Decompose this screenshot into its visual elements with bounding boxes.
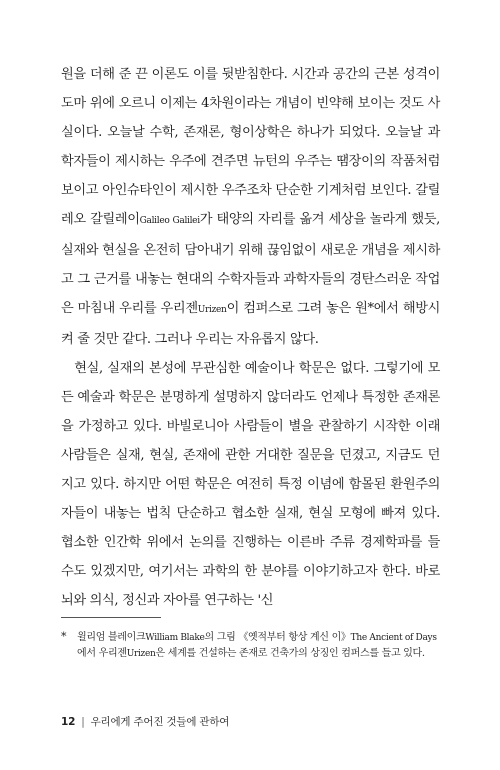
footnote-text-c: 에서 우리젠 bbox=[77, 648, 127, 659]
footnote-mark: * bbox=[61, 630, 67, 643]
paragraph-1-text-b: 가 태양의 자리를 옮겨 세상을 놀라게 했듯, 실재와 현실을 온전히 담아내기 위해 끊임없이 새로운 개념을 제시하고 그 근거를 내놓는 현대의 수학자들과 과학자들의 경탄스러운 작업은 마침내 우리를 우리젠 bbox=[61, 212, 440, 316]
footnote-text-d: 은 세계를 건설하는 존재로 건축가의 상징인 컴퍼스를 들고 있다. bbox=[155, 648, 425, 659]
footnote bbox=[61, 630, 440, 662]
footer-separator: | bbox=[81, 716, 85, 728]
footnote-latin-urizen: Urizen bbox=[126, 649, 156, 659]
paragraph-1-text-a: 원을 더해 준 끈 이론도 이를 뒷받침한다. 시간과 공간의 근본 성격이 도마 위에 오르니 이제는 4차원이라는 개념이 빈약해 보이는 것도 사실이다. 오늘날 수학, 존재론, 형이상학은 하나가 되었다. 오늘날 과학자들이 제시하는 우주에 견주면 뉴턴의 우주는 땜장이의 작품처럼 보이고 아인슈타인이 제시한 우주조차 단순한 기계처럼 보인다. 갈릴레오 갈릴레이 bbox=[61, 67, 440, 227]
running-title: 우리에게 주어진 것들에 관하여 bbox=[90, 716, 230, 728]
page-number: 12 bbox=[61, 716, 76, 728]
latin-name-galilei: Galileo Galilei bbox=[139, 216, 200, 226]
paragraph-2: 현실, 실재의 본성에 무관심한 예술이나 학문은 없다. 그렇기에 모든 예술과 학문은 분명하게 설명하지 않더라도 언제나 특정한 존재론을 가정하고 있다. 바빌로니아 사람들이 별을 관찰하기 시작한 이래 사람들은 실재, 현실, 존재에 관한 거대한 질문을 던졌고, 지금도 던지고 있다. 하지만 어떤 학문은 여전히 특정 이념에 함몰된 환원주의자들이 내놓는 법칙 단순하고 협소한 실재, 현실 모형에 빠져 있다. 협소한 인간학 위에서 논의를 진행하는 이른바 주류 경제학파를 들 수도 있겠지만, 여기서는 과학의 한 분야를 이야기하고자 한다. 바로 뇌와 의식, 정신과 자아를 연구하는 '신 bbox=[61, 361, 440, 608]
body-text bbox=[61, 60, 440, 615]
footnote-latin-title: The Ancient of Days bbox=[350, 633, 437, 643]
footnote-text-b: 의 그림 《옛적부터 항상 계신 이》 bbox=[204, 632, 351, 643]
footnote-text-a: 윌리엄 블레이크 bbox=[77, 632, 146, 643]
page-footer bbox=[61, 714, 229, 729]
footnote-text bbox=[61, 630, 440, 662]
footnote-divider bbox=[61, 617, 161, 618]
paragraph-1-text-c: 이 컴퍼스로 그려 놓은 원*에서 해방시켜 줄 것만 같다. 그러나 우리는 자유롭지 않다. bbox=[61, 301, 441, 347]
footnote-latin-blake: William Blake bbox=[145, 633, 205, 643]
latin-name-urizen: Urizen bbox=[197, 305, 227, 315]
paragraph-1 bbox=[61, 60, 440, 354]
